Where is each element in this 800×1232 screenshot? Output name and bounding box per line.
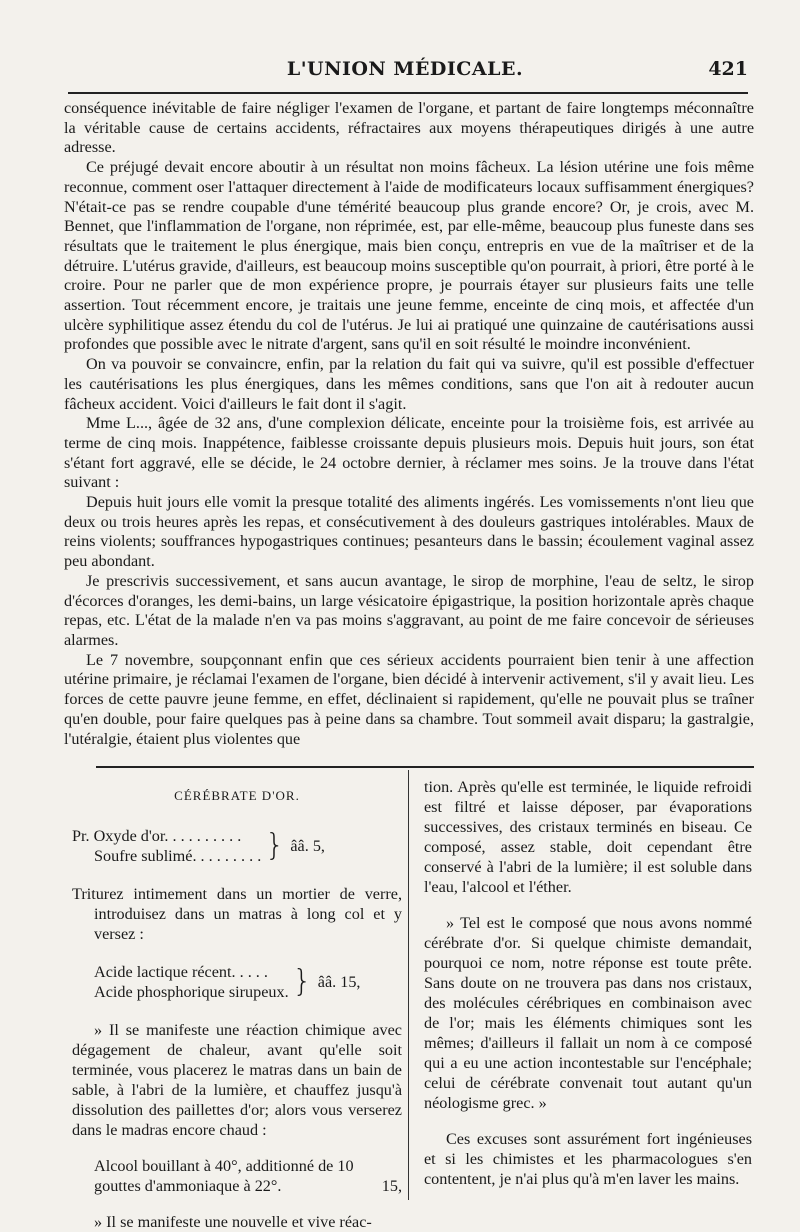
footnote-rule	[96, 766, 754, 768]
paragraph: Depuis huit jours elle vomit la presque totalité des aliments ingérés. Les vomissements n'ont lieu que deux ou trois heures après les repas, et consécutivement à des douleurs gastriques intolérables. Maux de reins violents; souffrances hypogastriques continues; pesanteurs dans le bassin; écoulement vaginal assez peu abondant.	[64, 493, 754, 571]
commentary-column	[424, 777, 752, 1189]
paragraph: Le 7 novembre, soupçonnant enfin que ces sérieux accidents pourraient bien tenir à une affection utérine primaire, je réclamai l'examen de l'organe, bien décidé à intervenir activement, s'il y avait lieu. Les forces de cette pauvre jeune femme, en effet, déclinaient si rapidement, qu'elle ne pouvait plus se traîner qu'en double, pour faire quelques pas à peine dans sa chambre. Tout sommeil avait disparu; la gastralgie, l'utéralgie, étaient plus violentes que	[64, 650, 754, 748]
paragraph: » Il se manifeste une réaction chimique avec dégagement de chaleur, avant qu'elle soit terminée, vous placerez le matras dans un bain de sable, à l'abri de la lumière, et chauffez jusqu'à dissolution des paillettes d'or; alors vous verserez dans le madras encore chaud :	[72, 1021, 402, 1139]
ingredient: Acide lactique récent. . . . .	[94, 963, 268, 981]
column-divider	[408, 770, 409, 1200]
ingredient: Alcool bouillant à 40°, additionné de 10 gouttes d'ammoniaque à 22°.	[94, 1157, 354, 1195]
paragraph: tion. Après qu'elle est terminée, le liquide refroidi est filtré et laisse déposer, par évaporations successives, des cristaux terminés en biseau. Ce composé, assez stable, doit cependant être conservé à l'abri de la lumière; il est soluble dans l'eau, l'alcool et l'éther.	[424, 778, 752, 896]
paragraph: » Il se manifeste une nouvelle et vive réac-	[94, 1213, 372, 1231]
recipe-heading: CÉRÉBRATE D'OR.	[174, 788, 300, 803]
paragraph: Je prescrivis successivement, et sans aucun avantage, le sirop de morphine, l'eau de seltz, le sirop d'écorces d'oranges, les demi-bains, un large vésicatoire épigastrique, la position horizontale après chaque repas, etc. L'état de la malade n'en va pas moins s'aggravant, au point de me faire concevoir de sérieuses alarmes.	[64, 571, 754, 649]
brace-glyph: }	[265, 828, 285, 863]
recipe-column	[72, 786, 402, 1232]
brace-glyph: }	[292, 964, 312, 999]
paragraph: On va pouvoir se convaincre, enfin, par la relation du fait qui va suivre, qu'il est possible d'effectuer les cautérisations les plus énergiques, dans les mêmes conditions, sans que l'on ait à redouter aucun fâcheux accident. Voici d'ailleurs le fait dont il s'agit.	[64, 355, 754, 413]
ingredient-group	[72, 826, 402, 866]
alcohol-line	[72, 1156, 402, 1196]
paragraph: » Tel est le composé que nous avons nommé cérébrate d'or. Si quelque chimiste demandait, pourquoi ce nom, notre réponse est toute prête. Sans doute on ne trouvera pas dans nos cristaux, des molécules cérébriques en combinaison avec de l'or; mais les éléments chimiques sont les mêmes; d'ailleurs il fallait un nom à ce composé qui a eu une action incontestable sur l'encéphale; celui de cérébrate convenait tout autant qu'un néologisme grec. »	[424, 914, 752, 1112]
ingredient-quantity: ââ. 15,	[317, 973, 361, 991]
paragraph: Ces excuses sont assurément fort ingénieuses et si les chimistes et les pharmacologues s'en contentent, je n'ai plus qu'à m'en laver les mains.	[424, 1130, 752, 1188]
ingredient: Soufre sublimé. . . . . . . . .	[94, 847, 262, 865]
main-text	[64, 99, 754, 749]
ingredient: Acide phosphorique sirupeux.	[94, 983, 289, 1001]
ingredient-quantity: ââ. 5,	[290, 837, 325, 855]
ingredient-quantity: 15,	[381, 1177, 402, 1195]
page-header	[62, 52, 748, 88]
paragraph: Ce préjugé devait encore aboutir à un résultat non moins fâcheux. La lésion utérine une fois même reconnue, comment oser l'attaquer directement à l'aide de modificateurs locaux suffisamment énergiques? N'était-ce pas se rendre coupable d'une témérité beaucoup plus grande encore? Or, je crois, avec M. Bennet, que l'inflammation de l'organe, non réprimée, est, par elle-même, beaucoup plus funeste dans ses résultats que le traitement le plus énergique, mais bien conçu, entrepris en vue de la maîtriser et de la détruire. L'utérus gravide, d'ailleurs, est beaucoup moins susceptible qu'on pourrait, à priori, être porté à le croire. Pour ne parler que de mon expérience propre, je pourrais étayer sur plusieurs faits une telle assertion. Tout récemment encore, je traitais une jeune femme, enceinte de cinq mois, et affectée d'un ulcère syphilitique assez étendu du col de l'utérus. Je lui ai pratiqué une quinzaine de cautérisations aussi profondes que possible avec le nitrate d'argent, sans qu'il en soit résulté le moindre inconvénient.	[64, 158, 754, 354]
page-number: 421	[708, 58, 748, 80]
ingredient-group	[72, 962, 402, 1002]
journal-title: L'UNION MÉDICALE.	[286, 58, 524, 80]
paragraph: conséquence inévitable de faire négliger l'examen de l'organe, et partant de faire longtemps méconnaître la véritable cause de certains accidents, réfractaires aux moyens thérapeutiques dirigés à une autre adresse.	[64, 99, 754, 157]
recipe-instruction: Triturez intimement dans un mortier de verre, introduisez dans un matras à long col et y versez :	[72, 885, 402, 943]
header-rule	[68, 92, 748, 94]
ingredient: Pr. Oxyde d'or. . . . . . . . . .	[72, 827, 242, 845]
paragraph: Mme L..., âgée de 32 ans, d'une complexion délicate, enceinte pour la troisième fois, est arrivée au terme de cinq mois. Inappétence, faiblesse croissante depuis plusieurs mois. Depuis huit jours, son état s'étant fort aggravé, elle se décide, le 24 octobre dernier, à réclamer mes soins. Je la trouve dans l'état suivant :	[64, 414, 754, 492]
